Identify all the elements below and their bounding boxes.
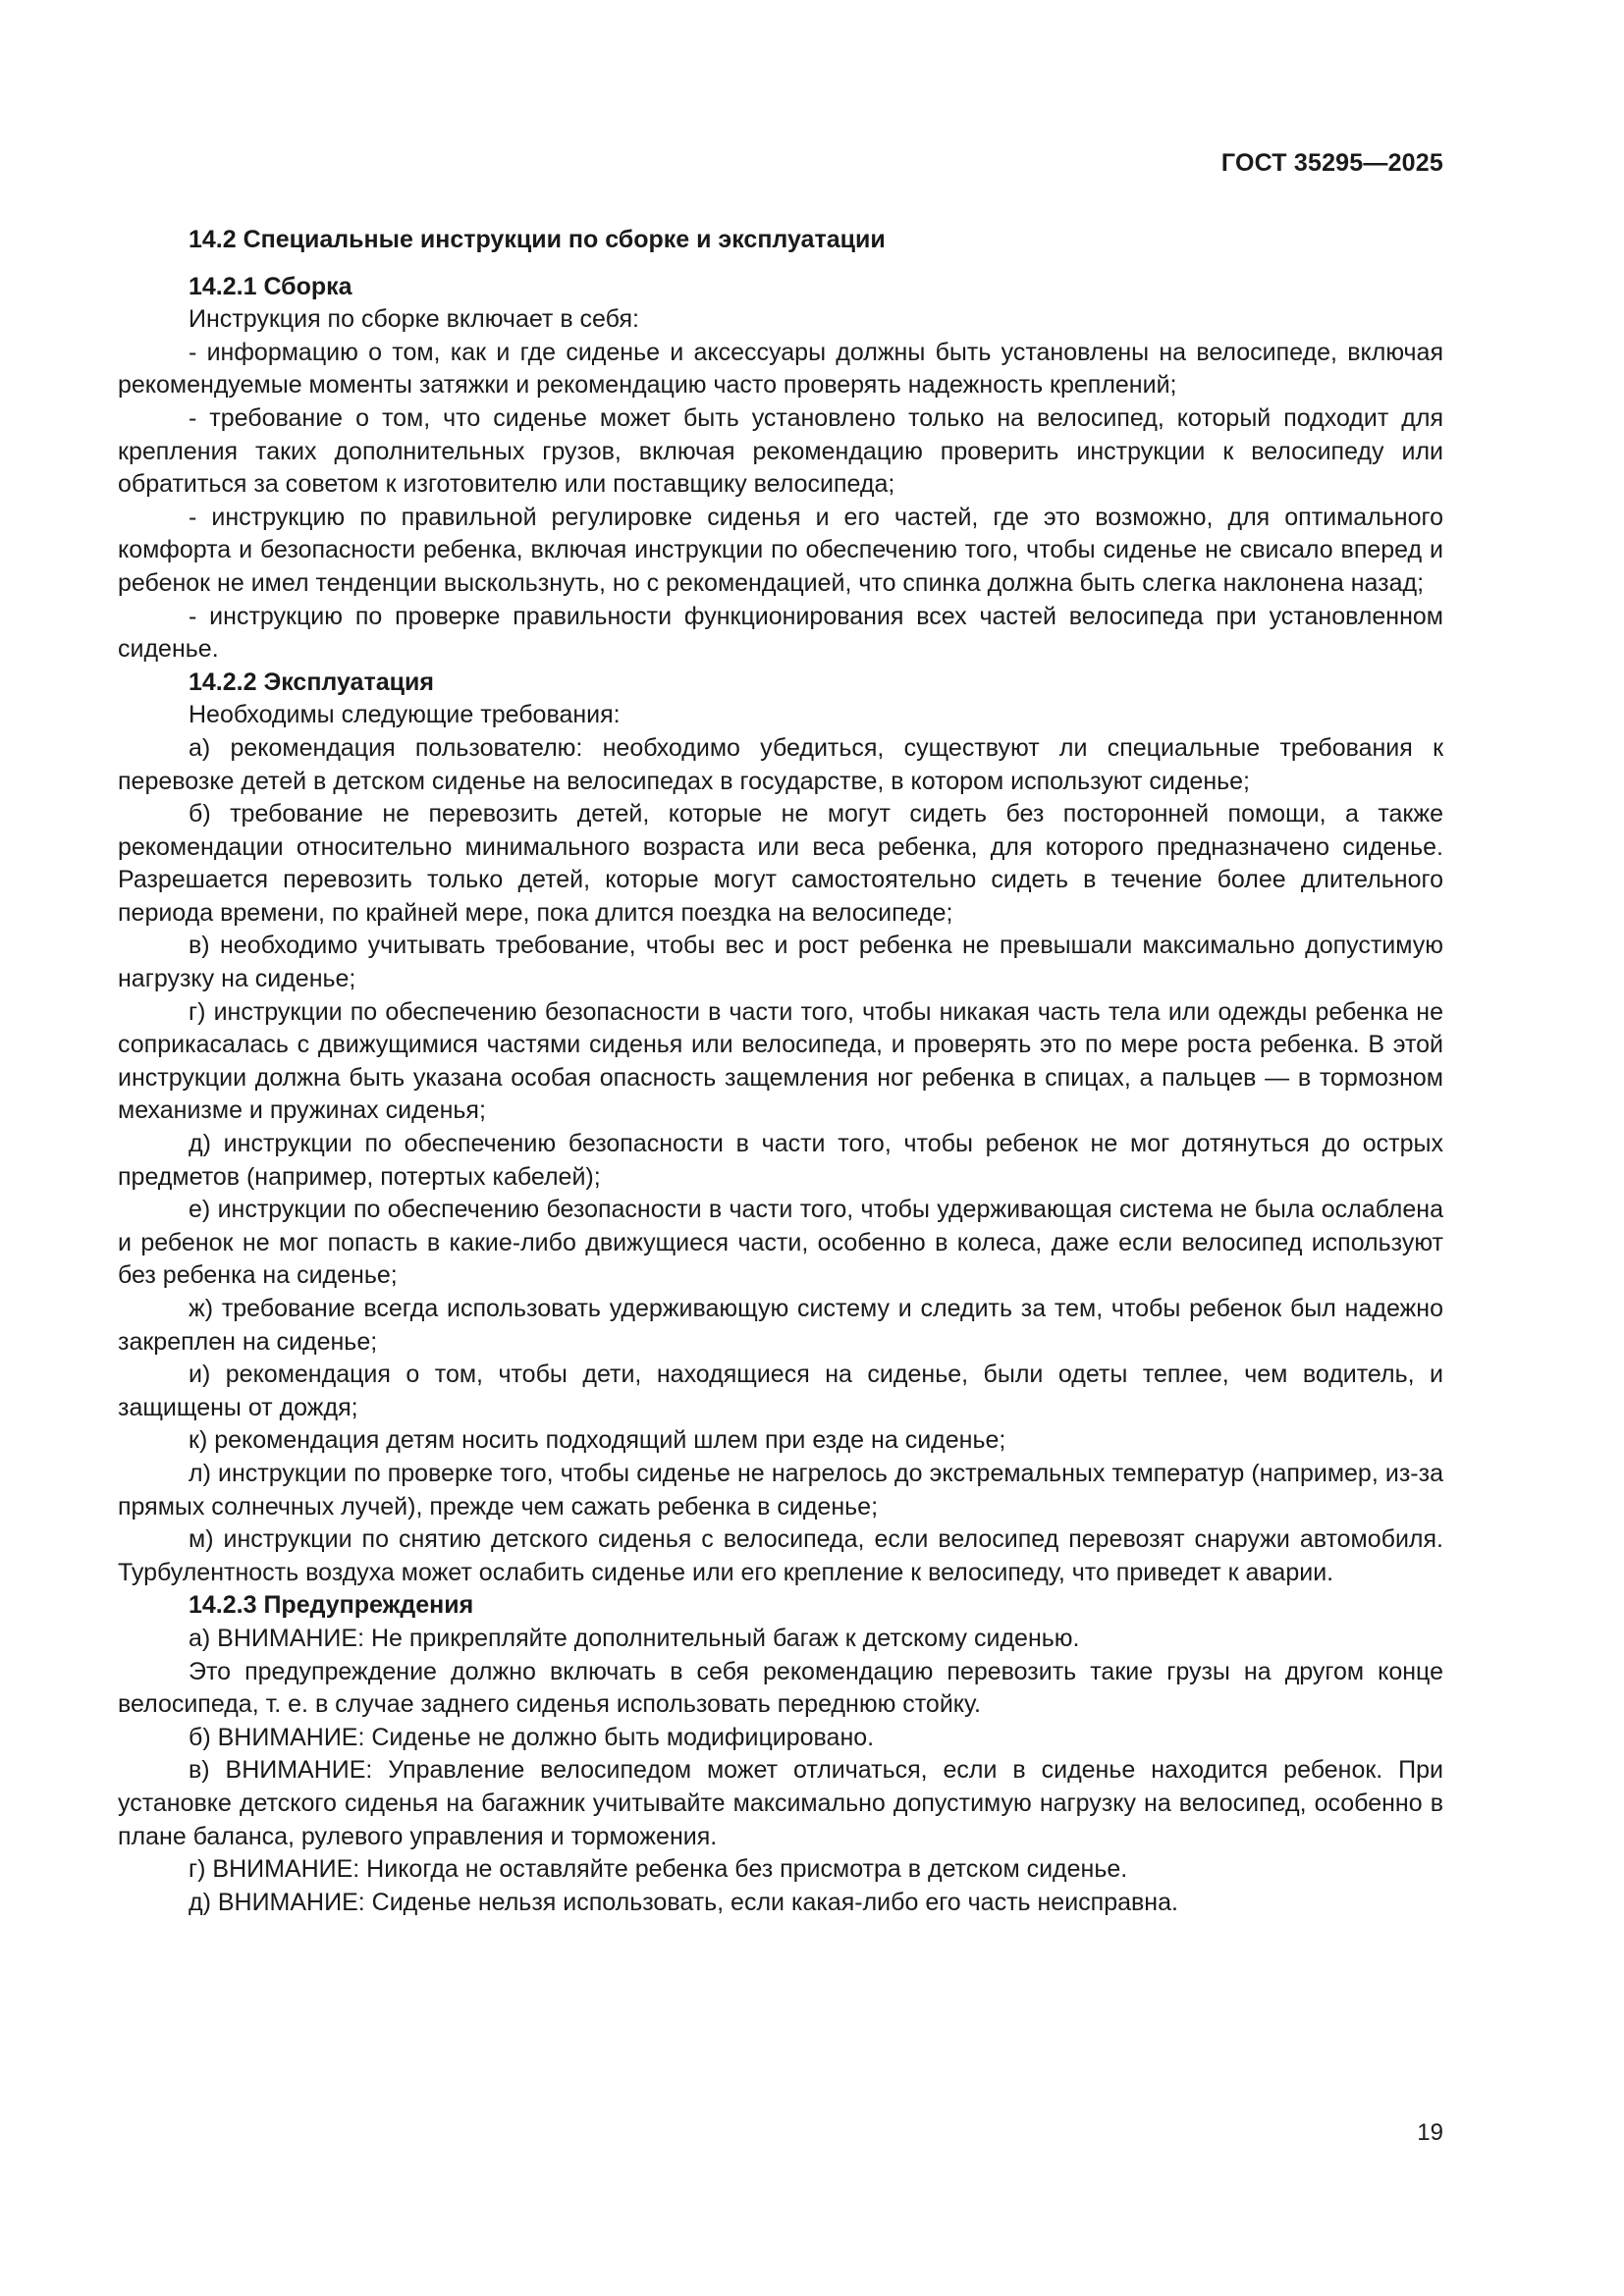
paragraph: Необходимы следующие требования: — [189, 701, 621, 729]
list-item: в) необходимо учитывать требование, чтобы вес и рост ребенка не превышали максимально допустимую нагрузку на сиденье; — [118, 932, 1443, 993]
subsection-heading-operation: 14.2.2 Эксплуатация — [189, 667, 434, 696]
document-id-header: ГОСТ 35295—2025 — [1220, 149, 1443, 177]
list-item: и) рекомендация о том, чтобы дети, находящиеся на сиденье, были одеты теплее, чем водитель, и защищены от дождя; — [118, 1361, 1443, 1421]
list-item: б) требование не перевозить детей, которые не могут сидеть без посторонней помощи, а также рекомендации относительно минимального возраста или веса ребенка, для которого предназначено сиденье. Разрешается перевозить только детей, которые могут самостоятельно сидеть в течение более длительного периода времени, по крайней мере, пока длится поездка на велосипеде; — [118, 800, 1443, 927]
list-item: а) рекомендация пользователю: необходимо убедиться, существуют ли специальные требования к перевозке детей в детском сиденье на велосипедах в государстве, в котором используют сиденье; — [118, 733, 1443, 795]
subsection-heading-assembly: 14.2.1 Сборка — [189, 272, 352, 300]
list-item: ж) требование всегда использовать удерживающую систему и следить за тем, чтобы ребенок был надежно закреплен на сиденье; — [118, 1295, 1443, 1356]
list-item: - инструкцию по правильной регулировке сиденья и его частей, где это возможно, для оптимального комфорта и безопасности ребенка, включая инструкции по обеспечению того, чтобы сиденье не свисало вперед и ребенок не имел тенденции выскользнуть, но с рекомендацией, что спинка должна быть слегка наклонена назад; — [118, 503, 1443, 597]
warning-item: д) ВНИМАНИЕ: Сиденье нельзя использовать, если какая-либо его часть неисправна. — [189, 1888, 1178, 1916]
warning-item: а) ВНИМАНИЕ: Не прикрепляйте дополнительный багаж к детскому сиденью. — [189, 1624, 1080, 1652]
list-item: к) рекомендация детям носить подходящий шлем при езде на сиденье; — [189, 1426, 1006, 1455]
paragraph: Это предупреждение должно включать в себя рекомендацию перевозить такие грузы на другом конце велосипеда, т. е. в случае заднего сиденья использовать переднюю стойку. — [118, 1657, 1443, 1719]
page-number: 19 — [1417, 2119, 1443, 2146]
list-item: е) инструкции по обеспечению безопасности в части того, чтобы удерживающая система не была ослаблена и ребенок не мог попасть в какие-либо движущиеся части, особенно в колеса, даже если велосипед используют без ребенка на сиденье; — [118, 1196, 1443, 1290]
warning-item: г) ВНИМАНИЕ: Никогда не оставляйте ребенка без присмотра в детском сиденье. — [189, 1855, 1128, 1884]
list-item: д) инструкции по обеспечению безопасности в части того, чтобы ребенок не мог дотянуться до острых предметов (например, потертых кабелей); — [118, 1130, 1443, 1191]
section-title: 14.2 Специальные инструкции по сборке и эксплуатации — [189, 226, 886, 253]
list-item: - требование о том, что сиденье может быть установлено только на велосипед, который подходит для крепления таких дополнительных грузов, включая рекомендацию проверить инструкции к велосипеду или обратиться за советом к изготовителю или поставщику велосипеда; — [118, 403, 1443, 499]
document-body — [118, 224, 1443, 1919]
subsection-heading-warnings: 14.2.3 Предупреждения — [189, 1591, 474, 1620]
list-item: г) инструкции по обеспечению безопасности в части того, чтобы никакая часть тела или одежды ребенка не соприкасалась с движущимися частями сиденья или велосипеда, и проверять это по мере роста ребенка. В этой инструкции должна быть указана особая опасность защемления ног ребенка в спицах, а пальцев — в тормозном механизме и пружинах сиденья; — [118, 997, 1443, 1125]
list-item: - информацию о том, как и где сиденье и аксессуары должны быть установлены на велосипеде, включая рекомендуемые моменты затяжки и рекомендацию часто проверять надежность креплений; — [118, 338, 1443, 400]
list-item: л) инструкции по проверке того, чтобы сиденье не нагрелось до экстремальных температур (например, из-за прямых солнечных лучей), прежде чем сажать ребенка в сиденье; — [118, 1459, 1443, 1521]
warning-item: в) ВНИМАНИЕ: Управление велосипедом может отличаться, если в сиденье находится ребенок. При установке детского сиденья на багажник учитывайте максимально допустимую нагрузку на велосипед, особенно в плане баланса, рулевого управления и торможения. — [118, 1756, 1443, 1850]
warning-item: б) ВНИМАНИЕ: Сиденье не должно быть модифицировано. — [189, 1723, 875, 1751]
paragraph: Инструкция по сборке включает в себя: — [189, 305, 639, 334]
list-item: м) инструкции по снятию детского сиденья с велосипеда, если велосипед перевозят снаружи автомобиля. Турбулентность воздуха может ослабить сиденье или его крепление к велосипеду, что приведет к аварии. — [118, 1525, 1443, 1586]
list-item: - инструкцию по проверке правильности функционирования всех частей велосипеда при установленном сиденье. — [118, 602, 1443, 664]
